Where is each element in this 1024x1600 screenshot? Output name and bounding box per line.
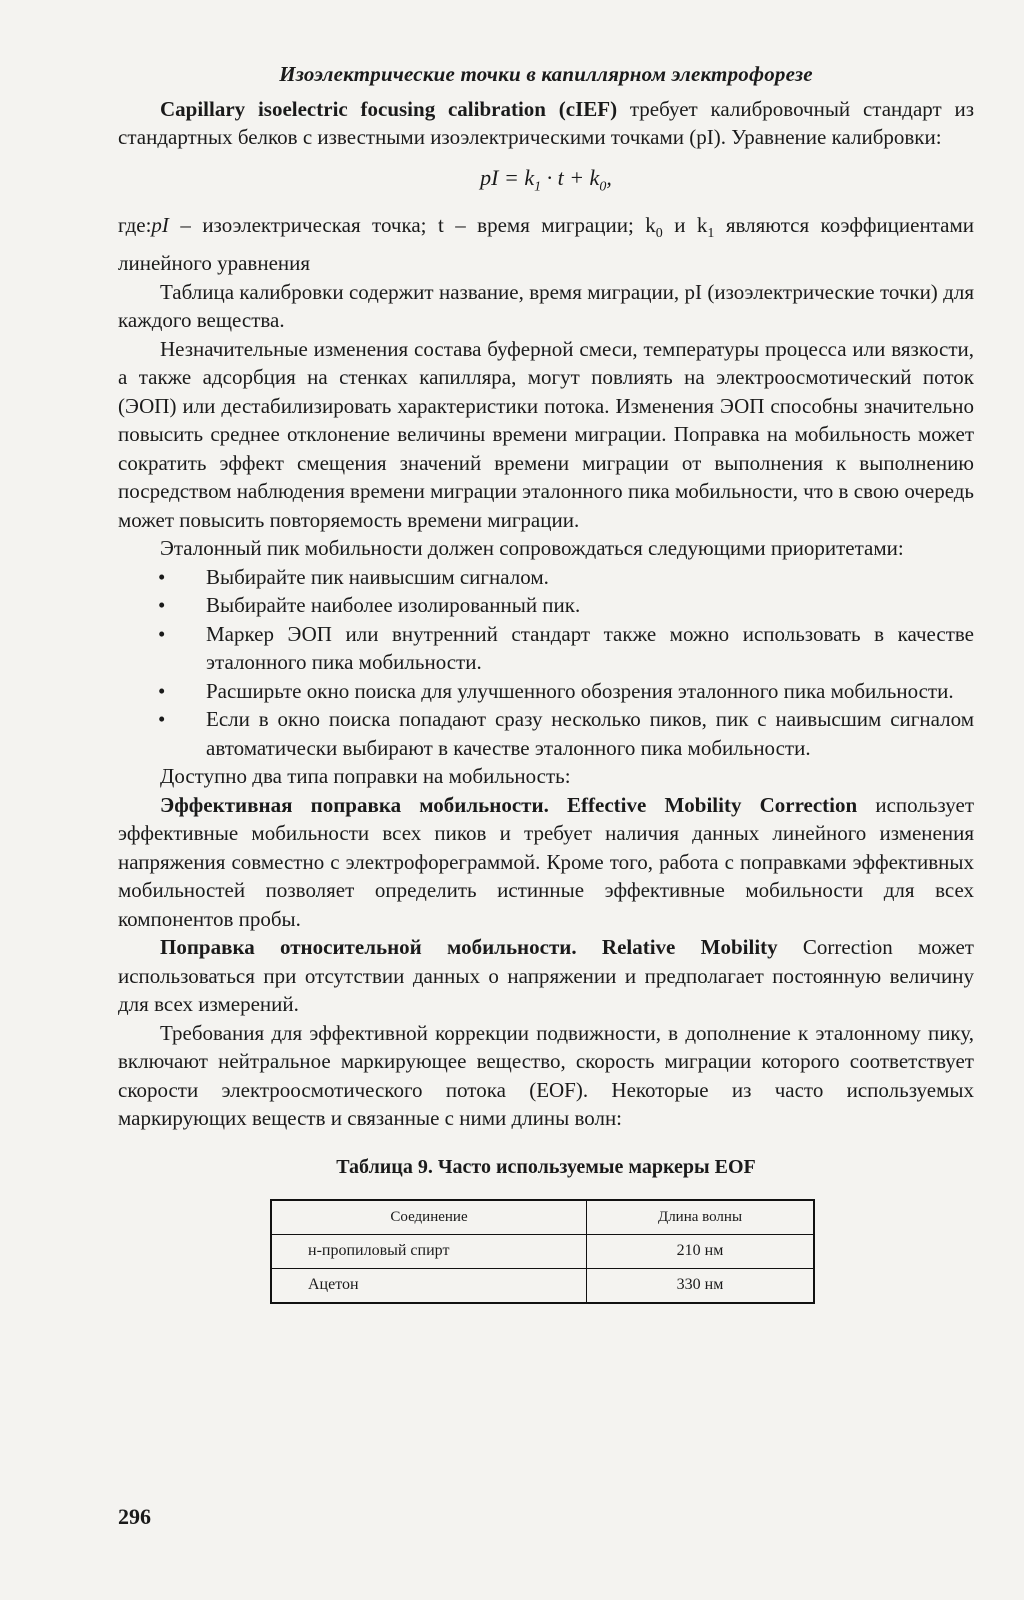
paragraph-effective-mobility (118, 791, 974, 934)
list-item (118, 677, 974, 706)
table-cell-wavelength: 330 нм (587, 1269, 815, 1304)
list-item (118, 591, 974, 620)
list-item-text: Выбирайте пик наивысшим сигналом. (206, 564, 549, 589)
where-text-d: являются коэффициентами линейного уравнения (118, 213, 974, 276)
list-item (118, 620, 974, 677)
calibration-formula (118, 164, 974, 202)
where-text-c: и k (662, 213, 708, 238)
list-item-text: Маркер ЭОП или внутренний стандарт также можно использовать в качестве эталонного пика мобильности. (206, 621, 974, 675)
column-header: Длина волны (587, 1200, 815, 1235)
eof-markers-table (270, 1199, 815, 1304)
list-item-text: Выбирайте наиболее изолированный пик. (206, 593, 581, 618)
list-item (118, 705, 974, 762)
table-row (271, 1269, 814, 1304)
list-item-text: Расширьте окно поиска для улучшенного обозрения эталонного пика мобильности. (206, 678, 954, 703)
column-header: Соединение (271, 1200, 587, 1235)
list-item (118, 563, 974, 592)
bullet-icon: • (158, 564, 166, 589)
relative-mobility-text: Correction может использоваться при отсутствии данных о напряжении и предполагает постоянную величину для всех измерений. (118, 935, 974, 1017)
table-header-row (271, 1200, 814, 1235)
effective-mobility-term: Эффективная поправка мобильности. Effective Mobility Correction (160, 792, 858, 817)
bullet-icon: • (158, 621, 166, 646)
paragraph-cief (118, 95, 974, 152)
formula-lhs: pI = k (480, 164, 535, 190)
formula-end: , (606, 164, 612, 190)
formula-sub1: 1 (534, 178, 542, 194)
list-item-text: Если в окно поиска попадают сразу несколько пиков, пик с наивысшим сигналом автоматически выбирают в качестве эталонного пика мобильности. (206, 707, 974, 760)
paragraph-relative-mobility (118, 933, 974, 1019)
table-cell-compound: н-пропиловый спирт (271, 1235, 587, 1269)
paragraph-two-types: Доступно два типа поправки на мобильность: (160, 764, 571, 789)
table-cell-wavelength: 210 нм (587, 1235, 815, 1269)
bullet-icon: • (158, 678, 166, 703)
cief-term: Capillary isoelectric focusing calibration (cIEF) (160, 96, 618, 121)
where-sub1: 1 (707, 226, 715, 242)
relative-mobility-term: Поправка относительной мобильности. Relative Mobility (160, 935, 778, 960)
where-sub0: 0 (655, 226, 663, 242)
paragraph-eof-markers: Требования для эффективной коррекции подвижности, в дополнение к эталонному пику, включают нейтральное маркирующее вещество, скорость миграции которого соответствует скорости электроосмотического потока (EOF). Некоторые из часто используемых маркирующих веществ и связанные с ними длины волн: (118, 1020, 974, 1131)
paragraph-where (118, 211, 974, 277)
formula-sub0: 0 (599, 178, 607, 194)
paragraph-priorities: Эталонный пик мобильности должен сопровождаться следующими приоритетами: (160, 536, 904, 561)
page-content (118, 60, 974, 1304)
priority-list (118, 563, 974, 763)
table-caption: Таблица 9. Часто используемые маркеры EOF (336, 1155, 756, 1178)
effective-mobility-text: использует эффективные мобильности всех пиков и требует наличия данных линейного изменения напряжения совместно с электрофореграммой. Кроме того, работа с поправками эффективных мобильностей позволяет определить истинные эффективные мобильности для всех компонентов пробы. (118, 792, 974, 931)
table-row (271, 1235, 814, 1269)
where-text-b: – изоэлектрическая точка; t – время миграции; k (168, 213, 656, 238)
bullet-icon: • (158, 707, 166, 732)
paragraph-eof-changes: Незначительные изменения состава буферной смеси, температуры процесса или вязкости, а также адсорбция на стенках капилляра, могут повлиять на электроосмотический поток (ЭОП) или дестабилизировать характеристики потока. Изменения ЭОП способны значительно повысить среднее отклонение величины времени миграции. Поправка на мобильность может сократить эффект смещения значений времени миграции от выполнения к выполнению посредством наблюдения времени миграции эталонного пика мобильности, что в свою очередь может повысить повторяемость времени миграции. (118, 336, 974, 532)
where-prefix: где: (118, 213, 152, 238)
paragraph-calibration-table: Таблица калибровки содержит название, время миграции, pI (изоэлектрические точки) для каждого вещества. (118, 279, 974, 333)
where-pi: pI (151, 213, 169, 238)
page-number: 296 (118, 1504, 151, 1529)
table-cell-compound: Ацетон (271, 1269, 587, 1304)
cief-text: требует калибровочный стандарт из стандартных белков с известными изоэлектрическими точками (pI). Уравнение калибровки: (118, 96, 974, 149)
bullet-icon: • (158, 593, 166, 618)
formula-mid: · t + k (541, 164, 600, 190)
running-header: Изоэлектрические точки в капиллярном электрофорезе (279, 62, 813, 86)
